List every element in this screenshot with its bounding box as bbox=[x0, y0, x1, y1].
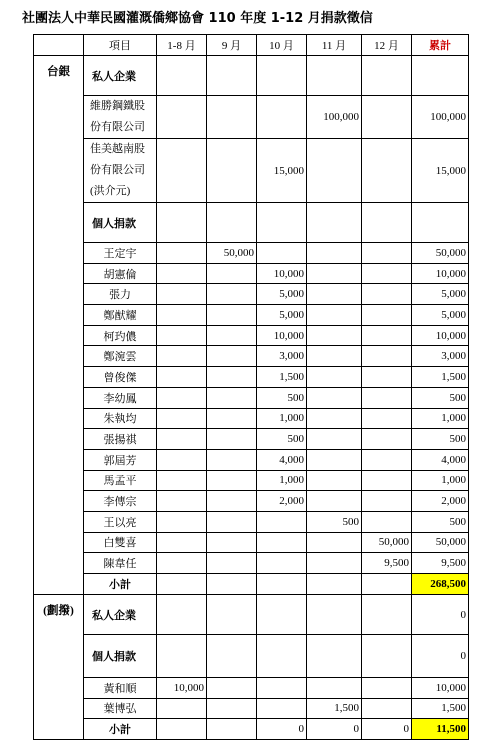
value-cell bbox=[307, 553, 362, 574]
donor-row bbox=[34, 678, 469, 699]
value-cell bbox=[157, 574, 207, 595]
page-title: 社團法人中華民國灌溉僑鄉協會 110 年度 1-12 月捐款徵信 bbox=[22, 11, 373, 26]
value-cell bbox=[307, 139, 362, 203]
value-cell bbox=[362, 511, 412, 532]
donor-row bbox=[34, 284, 469, 305]
value-cell bbox=[207, 263, 257, 284]
value-cell bbox=[362, 305, 412, 326]
value-cell: 10,000 bbox=[257, 263, 307, 284]
value-cell bbox=[157, 305, 207, 326]
section-header-row bbox=[34, 595, 469, 635]
total-cell: 0 bbox=[412, 635, 469, 678]
donor-name: 王定宇 bbox=[84, 243, 157, 264]
header-col-3: 10 月 bbox=[257, 35, 307, 56]
value-cell bbox=[207, 511, 257, 532]
total-cell: 5,000 bbox=[412, 284, 469, 305]
value-cell: 10,000 bbox=[257, 325, 307, 346]
empty-cell bbox=[207, 203, 257, 243]
value-cell bbox=[207, 491, 257, 512]
value-cell bbox=[362, 408, 412, 429]
value-cell bbox=[257, 532, 307, 553]
value-cell bbox=[207, 429, 257, 450]
value-cell bbox=[362, 367, 412, 388]
section-label: 私人企業 bbox=[84, 595, 157, 635]
value-cell bbox=[207, 470, 257, 491]
total-cell: 500 bbox=[412, 511, 469, 532]
value-cell: 1,000 bbox=[257, 408, 307, 429]
section-label: 個人捐款 bbox=[84, 635, 157, 678]
donor-row bbox=[34, 429, 469, 450]
donor-row bbox=[34, 408, 469, 429]
value-cell bbox=[257, 511, 307, 532]
empty-cell bbox=[362, 595, 412, 635]
value-cell bbox=[157, 367, 207, 388]
total-cell: 100,000 bbox=[412, 96, 469, 139]
value-cell bbox=[157, 532, 207, 553]
empty-cell bbox=[307, 595, 362, 635]
value-cell bbox=[362, 243, 412, 264]
value-cell bbox=[207, 346, 257, 367]
value-cell bbox=[362, 387, 412, 408]
donor-row bbox=[34, 491, 469, 512]
donor-row bbox=[34, 387, 469, 408]
value-cell bbox=[307, 243, 362, 264]
value-cell bbox=[157, 449, 207, 470]
value-cell bbox=[207, 553, 257, 574]
value-cell bbox=[207, 719, 257, 740]
value-cell bbox=[207, 574, 257, 595]
value-cell: 5,000 bbox=[257, 305, 307, 326]
donor-name: 張揚祺 bbox=[84, 429, 157, 450]
donor-name: 李傳宗 bbox=[84, 491, 157, 512]
value-cell bbox=[157, 491, 207, 512]
donor-row bbox=[34, 511, 469, 532]
subtotal-row bbox=[34, 574, 469, 595]
value-cell bbox=[207, 532, 257, 553]
value-cell: 4,000 bbox=[257, 449, 307, 470]
value-cell: 500 bbox=[257, 429, 307, 450]
subtotal-row bbox=[34, 719, 469, 740]
company-row bbox=[34, 96, 469, 139]
section-header-row bbox=[34, 56, 469, 96]
value-cell: 3,000 bbox=[257, 346, 307, 367]
value-cell: 0 bbox=[257, 719, 307, 740]
header-category bbox=[34, 35, 84, 56]
value-cell bbox=[157, 698, 207, 719]
donor-name: 鄭猷耀 bbox=[84, 305, 157, 326]
value-cell bbox=[307, 429, 362, 450]
header-col-5: 12 月 bbox=[362, 35, 412, 56]
header-col-1: 1-8 月 bbox=[157, 35, 207, 56]
total-cell: 10,000 bbox=[412, 263, 469, 284]
value-cell bbox=[307, 491, 362, 512]
donor-name: 白雙喜 bbox=[84, 532, 157, 553]
value-cell bbox=[207, 305, 257, 326]
value-cell: 15,000 bbox=[257, 139, 307, 203]
value-cell: 100,000 bbox=[307, 96, 362, 139]
value-cell bbox=[362, 449, 412, 470]
value-cell bbox=[307, 305, 362, 326]
value-cell: 9,500 bbox=[362, 553, 412, 574]
donor-name: 曾俊傑 bbox=[84, 367, 157, 388]
value-cell bbox=[207, 698, 257, 719]
value-cell bbox=[307, 325, 362, 346]
value-cell bbox=[157, 719, 207, 740]
value-cell bbox=[362, 325, 412, 346]
subtotal-total: 11,500 bbox=[412, 719, 469, 740]
header-item: 項目 bbox=[84, 35, 157, 56]
header-col-4: 11 月 bbox=[307, 35, 362, 56]
donor-row bbox=[34, 470, 469, 491]
total-cell: 1,500 bbox=[412, 698, 469, 719]
value-cell bbox=[157, 243, 207, 264]
empty-cell bbox=[257, 595, 307, 635]
value-cell: 500 bbox=[257, 387, 307, 408]
value-cell bbox=[207, 678, 257, 699]
value-cell bbox=[157, 387, 207, 408]
value-cell bbox=[257, 574, 307, 595]
empty-cell bbox=[157, 56, 207, 96]
value-cell bbox=[257, 96, 307, 139]
total-cell: 10,000 bbox=[412, 678, 469, 699]
value-cell bbox=[362, 470, 412, 491]
value-cell: 2,000 bbox=[257, 491, 307, 512]
value-cell: 5,000 bbox=[257, 284, 307, 305]
donor-name: 李幼鳳 bbox=[84, 387, 157, 408]
total-cell: 1,000 bbox=[412, 408, 469, 429]
value-cell bbox=[207, 325, 257, 346]
table-body bbox=[34, 35, 469, 740]
value-cell bbox=[362, 574, 412, 595]
value-cell bbox=[362, 139, 412, 203]
value-cell bbox=[157, 346, 207, 367]
header-col-2: 9 月 bbox=[207, 35, 257, 56]
value-cell bbox=[207, 139, 257, 203]
empty-cell bbox=[307, 203, 362, 243]
subtotal-label: 小計 bbox=[84, 719, 157, 740]
value-cell bbox=[307, 346, 362, 367]
company-name: 維勝鋼鐵股份有限公司 bbox=[84, 96, 157, 139]
empty-cell bbox=[362, 56, 412, 96]
donor-row bbox=[34, 449, 469, 470]
total-cell: 4,000 bbox=[412, 449, 469, 470]
value-cell bbox=[207, 96, 257, 139]
donor-name: 陳韋任 bbox=[84, 553, 157, 574]
value-cell: 1,500 bbox=[307, 698, 362, 719]
value-cell: 1,000 bbox=[257, 470, 307, 491]
donor-name: 朱執均 bbox=[84, 408, 157, 429]
value-cell bbox=[157, 429, 207, 450]
total-cell: 15,000 bbox=[412, 139, 469, 203]
value-cell bbox=[207, 449, 257, 470]
total-cell: 2,000 bbox=[412, 491, 469, 512]
donor-row bbox=[34, 243, 469, 264]
donor-row bbox=[34, 553, 469, 574]
value-cell bbox=[362, 429, 412, 450]
total-cell: 50,000 bbox=[412, 532, 469, 553]
value-cell bbox=[307, 263, 362, 284]
header-row bbox=[34, 35, 469, 56]
donor-name: 馬孟平 bbox=[84, 470, 157, 491]
empty-cell bbox=[257, 56, 307, 96]
value-cell bbox=[207, 408, 257, 429]
section-header-row bbox=[34, 635, 469, 678]
donor-row bbox=[34, 367, 469, 388]
empty-cell bbox=[157, 635, 207, 678]
donor-name: 張力 bbox=[84, 284, 157, 305]
donor-name: 黃和順 bbox=[84, 678, 157, 699]
value-cell: 0 bbox=[307, 719, 362, 740]
value-cell bbox=[257, 698, 307, 719]
value-cell bbox=[207, 367, 257, 388]
value-cell bbox=[257, 243, 307, 264]
section-header-row bbox=[34, 203, 469, 243]
value-cell bbox=[307, 574, 362, 595]
value-cell bbox=[157, 139, 207, 203]
empty-cell bbox=[307, 56, 362, 96]
empty-cell bbox=[412, 203, 469, 243]
donor-row bbox=[34, 346, 469, 367]
value-cell bbox=[157, 263, 207, 284]
value-cell bbox=[257, 678, 307, 699]
empty-cell bbox=[362, 635, 412, 678]
total-cell: 50,000 bbox=[412, 243, 469, 264]
total-cell: 1,500 bbox=[412, 367, 469, 388]
value-cell bbox=[307, 408, 362, 429]
value-cell bbox=[157, 408, 207, 429]
value-cell bbox=[362, 678, 412, 699]
value-cell bbox=[157, 284, 207, 305]
value-cell bbox=[307, 387, 362, 408]
subtotal-label: 小計 bbox=[84, 574, 157, 595]
total-cell: 0 bbox=[412, 595, 469, 635]
total-cell: 5,000 bbox=[412, 305, 469, 326]
donor-name: 葉博弘 bbox=[84, 698, 157, 719]
value-cell: 0 bbox=[362, 719, 412, 740]
empty-cell bbox=[207, 635, 257, 678]
section-label: 個人捐款 bbox=[84, 203, 157, 243]
value-cell: 50,000 bbox=[362, 532, 412, 553]
section-label: 私人企業 bbox=[84, 56, 157, 96]
value-cell bbox=[307, 367, 362, 388]
donor-row bbox=[34, 325, 469, 346]
donor-name: 郭屆芳 bbox=[84, 449, 157, 470]
total-cell: 10,000 bbox=[412, 325, 469, 346]
value-cell bbox=[362, 263, 412, 284]
value-cell bbox=[307, 532, 362, 553]
total-cell: 500 bbox=[412, 387, 469, 408]
donor-name: 鄭涴雲 bbox=[84, 346, 157, 367]
company-name: 佳美越南股份有限公司 (洪介元) bbox=[84, 139, 157, 203]
total-cell: 1,000 bbox=[412, 470, 469, 491]
donor-row bbox=[34, 532, 469, 553]
empty-cell bbox=[412, 56, 469, 96]
donation-table bbox=[33, 34, 469, 740]
empty-cell bbox=[157, 595, 207, 635]
value-cell bbox=[307, 678, 362, 699]
subtotal-total: 268,500 bbox=[412, 574, 469, 595]
value-cell bbox=[157, 511, 207, 532]
empty-cell bbox=[362, 203, 412, 243]
value-cell bbox=[362, 284, 412, 305]
value-cell bbox=[362, 346, 412, 367]
empty-cell bbox=[157, 203, 207, 243]
empty-cell bbox=[257, 203, 307, 243]
donor-row bbox=[34, 263, 469, 284]
empty-cell bbox=[207, 595, 257, 635]
empty-cell bbox=[257, 635, 307, 678]
company-row bbox=[34, 139, 469, 203]
donor-name: 胡憲倫 bbox=[84, 263, 157, 284]
donor-row bbox=[34, 698, 469, 719]
value-cell bbox=[157, 553, 207, 574]
value-cell bbox=[307, 449, 362, 470]
value-cell bbox=[362, 698, 412, 719]
donor-name: 王以亮 bbox=[84, 511, 157, 532]
value-cell bbox=[157, 325, 207, 346]
value-cell bbox=[362, 491, 412, 512]
empty-cell bbox=[307, 635, 362, 678]
value-cell bbox=[157, 96, 207, 139]
value-cell: 500 bbox=[307, 511, 362, 532]
value-cell bbox=[362, 96, 412, 139]
category-label: (劃撥) bbox=[34, 595, 84, 740]
value-cell bbox=[307, 284, 362, 305]
value-cell bbox=[207, 387, 257, 408]
donor-row bbox=[34, 305, 469, 326]
empty-cell bbox=[207, 56, 257, 96]
value-cell: 10,000 bbox=[157, 678, 207, 699]
category-label: 台銀 bbox=[34, 56, 84, 595]
donor-name: 柯玓儂 bbox=[84, 325, 157, 346]
total-cell: 3,000 bbox=[412, 346, 469, 367]
value-cell: 50,000 bbox=[207, 243, 257, 264]
total-cell: 500 bbox=[412, 429, 469, 450]
value-cell bbox=[257, 553, 307, 574]
total-cell: 9,500 bbox=[412, 553, 469, 574]
value-cell: 1,500 bbox=[257, 367, 307, 388]
value-cell bbox=[307, 470, 362, 491]
value-cell bbox=[157, 470, 207, 491]
value-cell bbox=[207, 284, 257, 305]
header-total: 累計 bbox=[412, 35, 469, 56]
